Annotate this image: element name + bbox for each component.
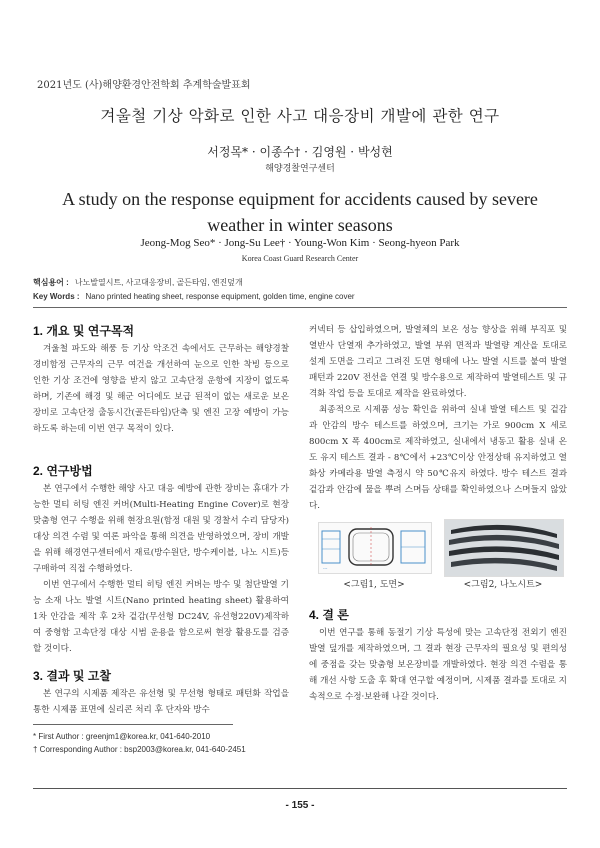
english-title: A study on the response equipment for accidents caused by severe weather in winter seasons	[62, 189, 538, 235]
english-keywords-label: Key Words :	[33, 292, 80, 301]
section3-heading: 3. 결과 및 고찰	[33, 669, 111, 683]
figure1-drawing	[318, 522, 432, 574]
footnote-corresponding-author: † Corresponding Author : bsp2003@korea.kr, 041-640-2451	[33, 745, 246, 754]
svg-text:---: ---	[323, 566, 328, 571]
section3-paragraph: 본 연구의 시제품 제작은 유선형 및 무선형 형태로 패턴화 작업을 통한 시제품 표면에 실리콘 처리 후 단자와 방수	[33, 689, 289, 715]
english-keywords	[33, 292, 355, 301]
korean-authors: 서정목* · 이종수† · 김영원 · 박성현	[207, 145, 393, 159]
figure1-caption: <그림1, 도면>	[343, 580, 405, 590]
section3-body	[33, 686, 289, 720]
nano-sheet-image	[445, 520, 563, 576]
english-affiliation: Korea Coast Guard Research Center	[241, 254, 359, 263]
section2-paragraph-1: 본 연구에서 수행한 해양 사고 대응 예방에 관한 장비는 휴대가 가능한 멀티 히팅 엔진 커버(Multi-Heating Engine Cover)로 현장 맞춤형 연구 수행을 위해 현장요원(함정 대원 및 경찰서 수리 담당자)대상 의견 수렴 및 여론 파악을 통해 의견을 반영하였으며, 장비 개발을 위해 해경연구센터에서 재료(방수원단, 방수케이블, 나노 시트)등 구매하여 직접 수행하였다.	[33, 484, 289, 574]
section4-heading: 4. 결 론	[309, 608, 349, 622]
section3-test-paragraph: 최종적으로 시제품 성능 확인을 위하여 실내 발열 테스트 및 겉감과 안감의 방수 테스트를 하였으며, 크기는 가로 900cm X 세로 800cm X 폭 400cm로 제작하였고, 실내에서 냉동고 활용 실내 온도 유지 테스트 결과 - 8℃에서 +23℃이상 안정상태 유지하였고 열화상 카메라용 발열 측정시 약 50℃유지 하였다. 방수 테스트 결과 겉감과 안감에 물을 뿌려 스며듬 상태를 확인하였으나 스며들지 않았다.	[309, 405, 567, 511]
korean-keywords	[33, 277, 243, 288]
section1-body	[33, 341, 289, 457]
conference-header: 2021년도 (사)해양환경안전학회 추계학술발표회	[37, 80, 251, 91]
page-number: - 155 -	[285, 800, 315, 811]
figure2-photo	[444, 519, 564, 577]
section4-paragraph: 이번 연구를 통해 동절기 기상 특성에 맞는 고속단정 전외기 엔진 발열 덮개를 제작하였으며, 그 결과 현장 근무자의 필요성 및 편의성에 중점을 갖는 맞춤형 보온장비를 개발하였다. 현장 의견 수렴을 통해 개선 사항 도출 후 확대 연구할 예정이며, 시제품 결과를 토대로 지속적으로 수정·보완해 나갈 것이다.	[309, 628, 567, 702]
korean-affiliation: 해양경찰연구센터	[265, 164, 335, 174]
english-keywords-text: Nano printed heating sheet, response equipment, golden time, engine cover	[85, 292, 355, 301]
keywords-divider	[33, 307, 567, 308]
section2-paragraph-2: 이번 연구에서 수행한 멀티 히팅 엔진 커버는 방수 및 첨단발열 기능 소재 나노 발열 시트(Nano printed heating sheet) 활용하여 1차 안감을 제작 후 2차 겉감(무선형 DC24V, 유선형220V)제작하여 중형함 고속단정 대상 시범 운용을 함으로써 현장 활용도를 검증할 것이다.	[33, 580, 289, 654]
footnote-divider	[33, 724, 233, 725]
figure2-caption: <그림2, 나노시트>	[463, 580, 543, 590]
section1-heading: 1. 개요 및 연구목적	[33, 324, 135, 338]
section1-paragraph: 겨울철 파도와 해풍 등 기상 악조건 속에서도 근무하는 해양경찰 경비함정 근무자의 근무 여건을 개선하여 눈으로 인한 착빙 등으로 인한 기상 조건에 영향을 받지 않고 고속단정 운항에 지장이 없도록 하며, 기존에 해경 및 해군 어디에도 보급 된적이 없는 새로운 보온 장비로 고속단정 출동시간(골든타임)단축 및 엔진 고장 예방이 가능하도록 하는데 이번 연구 목적이 있다.	[33, 344, 289, 434]
page-bottom-rule	[33, 788, 567, 789]
korean-title: 겨울철 기상 악화로 인한 사고 대응장비 개발에 관한 연구	[100, 107, 500, 125]
footnote-first-author: * First Author : greenjm1@korea.kr, 041-640-2010	[33, 732, 211, 741]
korean-keywords-text: 나노발열시트, 사고대응장비, 골든타임, 엔진덮개	[74, 278, 243, 287]
blueprint-image	[319, 523, 431, 573]
section4-body	[309, 625, 567, 725]
english-authors: Jeong-Mog Seo* · Jong-Su Lee† · Young-Won Kim · Seong-hyeon Park	[140, 237, 460, 249]
section3-continued-paragraph: 커넥터 등 삽입하였으며, 발열체의 보온 성능 향상을 위해 부직포 및 열반사 단열재 추가하였고, 발열 부위 면적과 발열량 계산을 토대로 설계 도면을 그리고 그려진 도면 형태에 나노 발열 시트를 붙여 발열 패턴과 220V 전선을 연결 및 방수용으로 제작하여 발열테스트 및 규격화 작업 등을 토대로 제작을 완료하였다.	[309, 325, 567, 399]
right-column-body	[309, 322, 567, 518]
section2-body	[33, 481, 289, 661]
korean-keywords-label: 핵심용어 :	[33, 278, 69, 287]
section2-heading: 2. 연구방법	[33, 464, 93, 478]
